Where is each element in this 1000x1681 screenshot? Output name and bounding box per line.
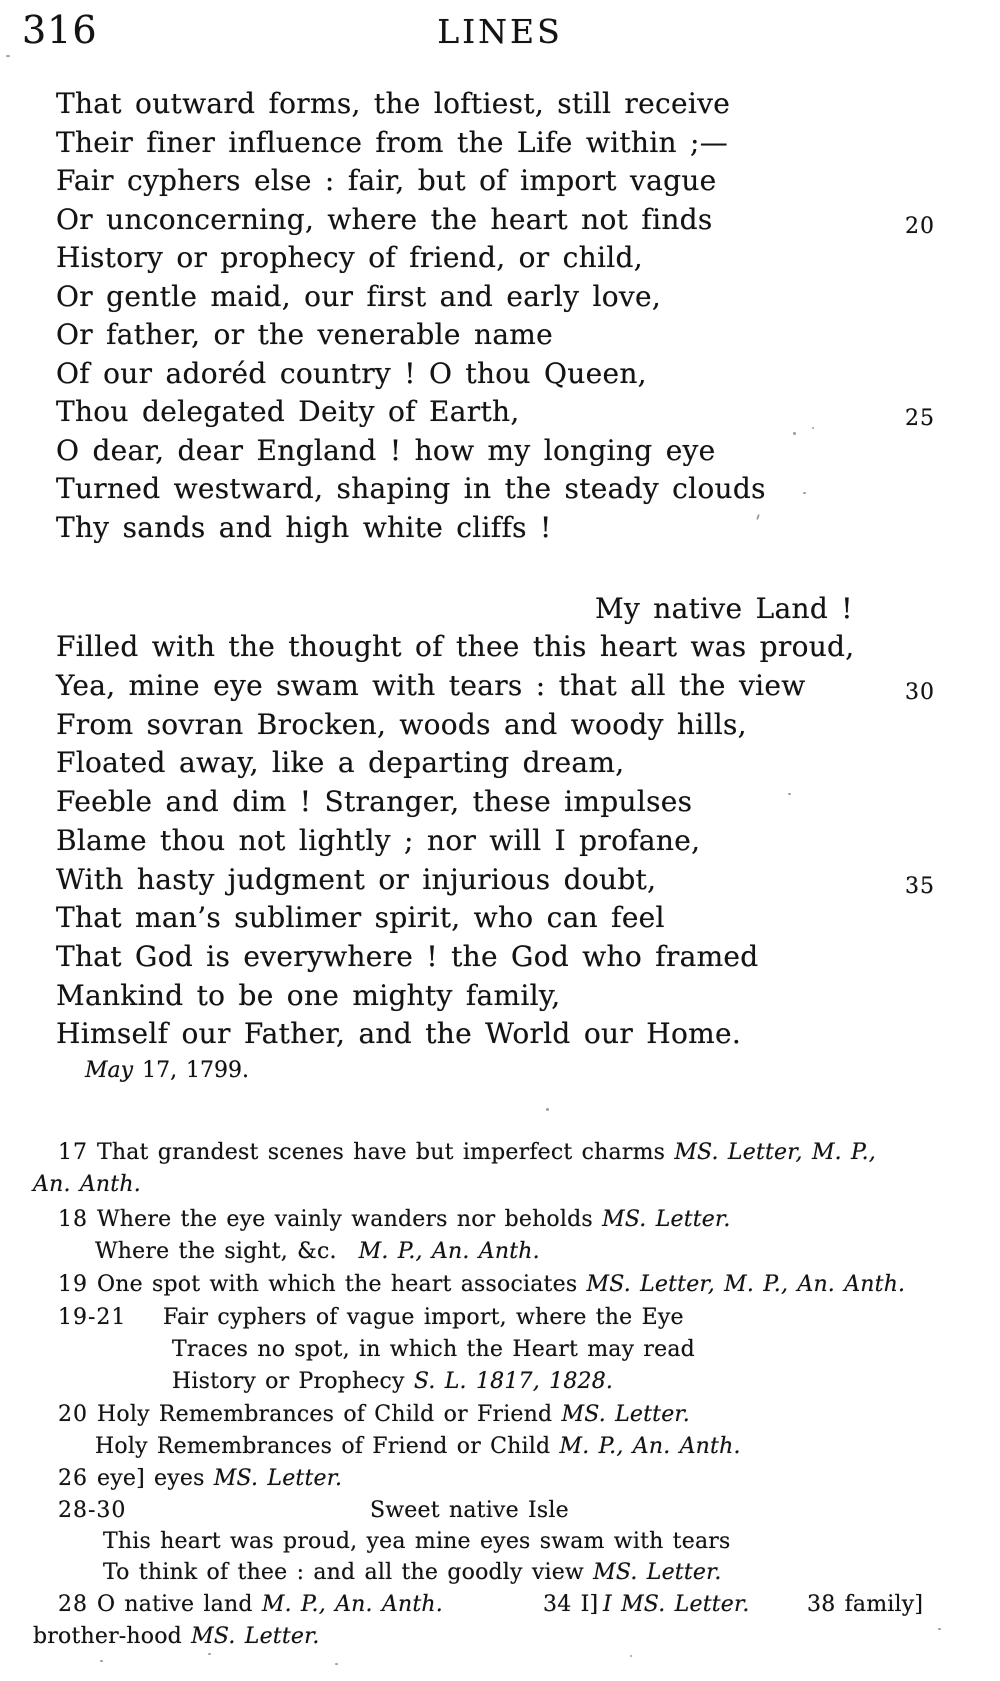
source-siglum: MS. Letter. <box>602 1207 731 1232</box>
poem-line-text: Their finer influence from the Life within ;— <box>56 125 729 159</box>
source-siglum: MS. Letter. <box>593 1560 722 1585</box>
footnote-line <box>33 1496 1000 1525</box>
source-siglum: M. P., An. Anth. <box>261 1592 443 1617</box>
footnote-text: History or Prophecy <box>172 1369 414 1394</box>
poem-line-text: Mankind to be one mighty family, <box>56 978 561 1012</box>
poem-line-text: With hasty judgment or injurious doubt, <box>56 862 657 896</box>
poem-line-text: Or father, or the venerable name <box>56 318 554 351</box>
poem-line-text: Himself our Father, and the World our Home. <box>56 1017 742 1051</box>
poem-line <box>56 938 976 976</box>
footnote-ref-number: 19-21 <box>58 1305 127 1330</box>
poem-line-text: Yea, mine eye swam with tears : that all the view <box>56 669 806 702</box>
poem-line-text: Thou delegated Deity of Earth, <box>56 395 520 428</box>
poem-line <box>56 744 976 782</box>
poem-line-text: My native Land ! <box>595 592 853 625</box>
poem-line <box>56 783 976 821</box>
footnote-text: To think of thee : and all the goodly view <box>103 1560 594 1585</box>
poem-line <box>56 355 976 393</box>
poem-date-rest: 17, 1799. <box>133 1058 250 1083</box>
footnote-line <box>33 1170 978 1199</box>
source-siglum: MS. Letter. <box>191 1624 320 1649</box>
scan-speck <box>793 432 796 435</box>
footnote-text: O native land <box>97 1592 262 1617</box>
poem-inline-heading <box>595 590 1000 628</box>
footnote-line <box>33 1400 1000 1429</box>
scan-speck <box>803 492 806 494</box>
scan-speck <box>208 1653 211 1655</box>
footnote-text: One spot with which the heart associates <box>97 1272 587 1297</box>
poem-line <box>56 470 976 508</box>
footnote-line <box>33 1270 1000 1299</box>
poem-line <box>56 861 976 899</box>
poem-line-number: 30 <box>905 680 935 705</box>
source-siglum: MS. Letter. <box>561 1402 690 1427</box>
footnote-ref-number: 28 <box>58 1592 88 1617</box>
footnote-text: That grandest scenes have but imperfect charms <box>97 1140 675 1165</box>
scan-speck <box>546 1108 549 1111</box>
footnote-text: eye] eyes <box>97 1466 214 1491</box>
poem-line-number: 25 <box>905 406 935 431</box>
page-number: 316 <box>22 8 98 52</box>
footnote-text: 38 family] <box>807 1592 924 1617</box>
poem-line <box>56 239 976 277</box>
footnote-line <box>33 1367 1000 1396</box>
poem-line-text: Or unconcerning, where the heart not finds <box>56 202 713 236</box>
poem-line <box>56 628 976 666</box>
footnote-text: Traces no spot, in which the Heart may read <box>172 1337 695 1362</box>
poem-line-text: Feeble and dim ! Stranger, these impulses <box>56 785 693 819</box>
poem-date-month: May <box>85 1058 134 1083</box>
poem-line-text: Blame thou not lightly ; nor will I profane, <box>56 823 701 857</box>
footnote-line <box>33 1622 978 1651</box>
scan-speck <box>630 1655 632 1657</box>
poem-line-number: 20 <box>905 213 935 239</box>
poem-line-text: Turned westward, shaping in the steady clouds <box>56 472 766 505</box>
poem-line-text: Fair cyphers else : fair, but of import vague <box>56 164 717 197</box>
poem-line-number: 35 <box>905 873 935 899</box>
footnote-text: Sweet native Isle <box>370 1498 569 1523</box>
source-siglum: S. L. 1817, 1828. <box>413 1369 614 1394</box>
poem-line-text: Or gentle maid, our first and early love, <box>56 279 662 313</box>
footnote-line <box>33 1237 1000 1266</box>
footnote-ref-number: 17 <box>58 1140 88 1165</box>
running-title: LINES <box>437 12 563 51</box>
poem-line-text: Thy sands and high white cliffs ! <box>56 510 552 544</box>
scan-speck <box>100 1660 103 1662</box>
source-siglum: MS. Letter, M. P., <box>674 1140 876 1165</box>
footnote-text: brother-hood <box>33 1624 192 1649</box>
footnote-text: This heart was proud, yea mine eyes swam with tears <box>103 1529 731 1554</box>
poem-line <box>56 201 976 239</box>
source-siglum: MS. Letter. <box>213 1466 343 1491</box>
source-siglum: An. Anth. <box>33 1172 141 1197</box>
source-siglum: M. P., An. Anth. <box>559 1434 741 1459</box>
footnote-line <box>33 1464 1000 1493</box>
poem-line <box>56 85 976 123</box>
source-siglum: I MS. Letter. <box>603 1592 750 1617</box>
poem-line-text: Filled with the thought of thee this heart was proud, <box>56 630 855 664</box>
poem-line <box>56 124 976 162</box>
footnote-text: Holy Remembrances of Child or Friend <box>97 1402 562 1427</box>
footnote-ref-number: 20 <box>58 1402 88 1427</box>
footnote-text: Holy Remembrances of Friend or Child <box>95 1434 560 1459</box>
footnote-line <box>33 1590 1000 1619</box>
poem-line-text: That outward forms, the loftiest, still receive <box>56 87 731 120</box>
footnote-line <box>33 1205 1000 1234</box>
poem-line <box>56 393 976 431</box>
footnote-line <box>33 1138 1000 1167</box>
scan-speck <box>6 55 10 57</box>
footnote-ref-number: 26 <box>58 1466 88 1491</box>
footnote-text: Where the eye vainly wanders nor beholds <box>97 1207 603 1232</box>
poem-line-text: Of our adoréd country ! O thou Queen, <box>56 356 647 390</box>
footnote-ref-number: 28-30 <box>58 1498 127 1523</box>
poem-line <box>56 278 976 316</box>
poem-line-text: History or prophecy of friend, or child, <box>56 241 643 274</box>
footnote-text: 34 I] <box>543 1592 599 1617</box>
scan-speck <box>938 1628 941 1630</box>
scan-speck <box>788 793 791 795</box>
poem-line-text: That man’s sublimer spirit, who can feel <box>56 901 665 935</box>
poem-line <box>56 977 976 1015</box>
poem-line <box>56 822 976 860</box>
footnote-text: Where the sight, &c. <box>95 1239 337 1264</box>
poem-line-text: From sovran Brocken, woods and woody hills, <box>56 707 747 741</box>
poem-line <box>56 706 976 744</box>
poem-line <box>56 509 976 547</box>
footnote-line <box>33 1558 1000 1587</box>
poem-line <box>56 162 976 200</box>
footnote-line <box>33 1527 1000 1556</box>
source-siglum: M. P., An. Anth. <box>358 1239 540 1264</box>
poem-line <box>56 316 976 354</box>
scan-speck <box>812 427 814 429</box>
poem-line <box>56 899 976 937</box>
poem-date <box>85 1058 249 1083</box>
footnote-line <box>33 1303 1000 1332</box>
scan-speck <box>335 1663 338 1665</box>
poem-line-text: Floated away, like a departing dream, <box>56 746 625 780</box>
footnote-text: Fair cyphers of vague import, where the Eye <box>163 1305 684 1330</box>
footnote-ref-number: 19 <box>58 1272 88 1297</box>
poem-line <box>56 1015 976 1053</box>
footnote-line <box>33 1432 1000 1461</box>
footnote-ref-number: 18 <box>58 1207 88 1232</box>
poem-line <box>56 432 976 470</box>
poem-line-text: That God is everywhere ! the God who framed <box>56 939 759 973</box>
poem-line <box>56 667 976 705</box>
poem-line-text: O dear, dear England ! how my longing eye <box>56 433 716 467</box>
source-siglum: MS. Letter, M. P., An. Anth. <box>586 1272 906 1297</box>
footnote-line <box>33 1335 1000 1364</box>
